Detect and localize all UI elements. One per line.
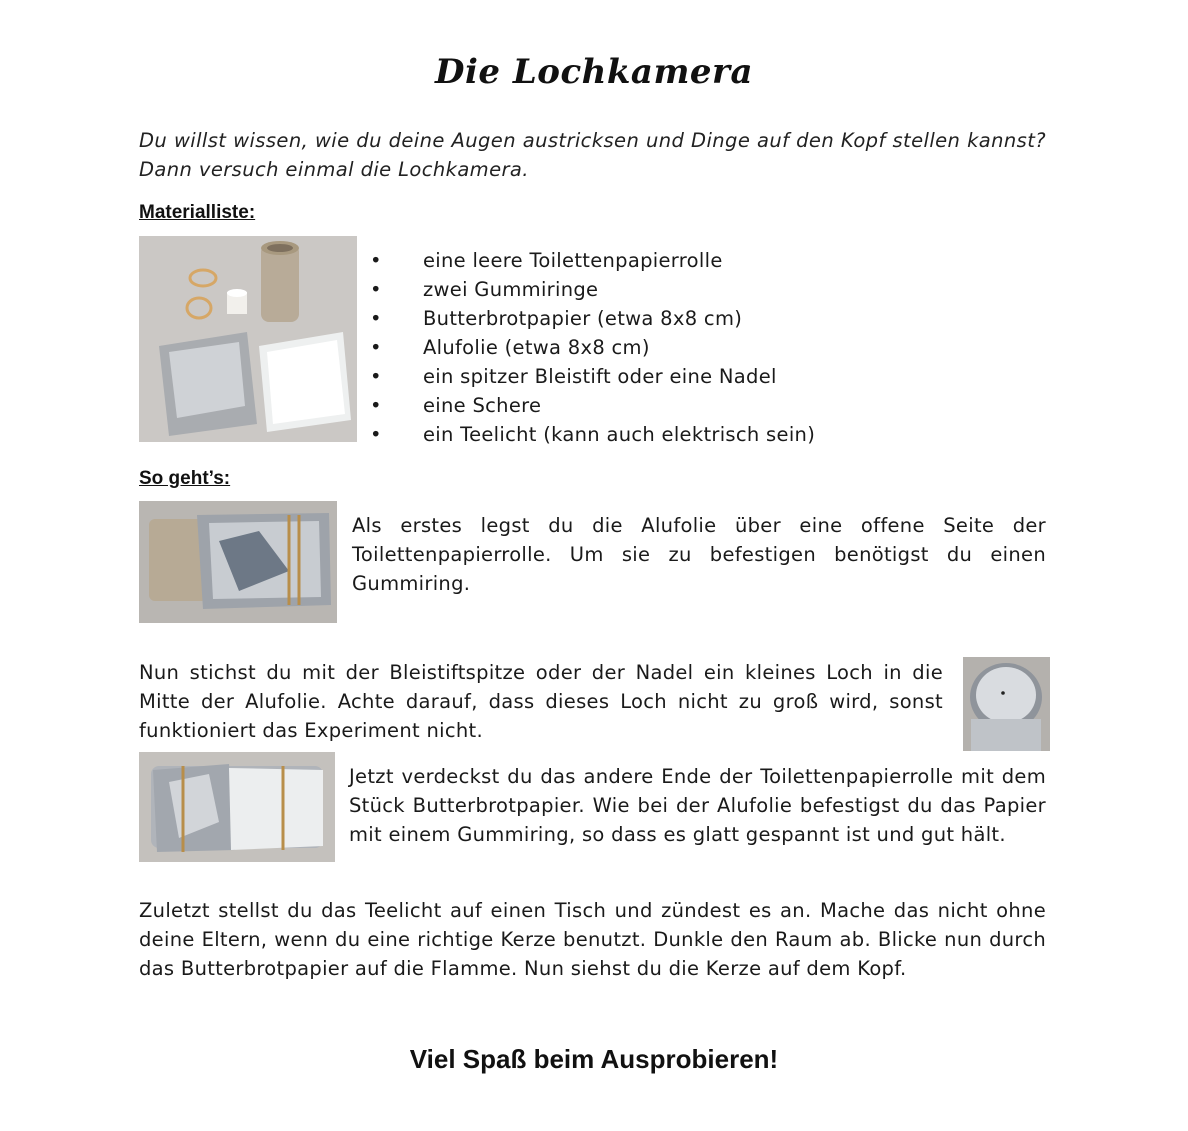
bullet: • [370,336,382,359]
list-item-text: ein spitzer Bleistift oder eine Nadel [423,365,777,388]
bullet: • [370,423,382,446]
list-item [370,304,1010,333]
step4-text: Zuletzt stellst du das Teelicht auf einen Tisch und zündest es an. Mache das nicht ohne deine Eltern, wenn du eine richtige Kerze benutzt. Dunkle den Raum ab. Blicke nun durch das Butterbrotpapier auf die Flamme. Nun siehst du die Kerze auf dem Kopf. [139,899,1046,980]
bullet: • [370,278,382,301]
steps-heading: So geht’s: [139,468,231,489]
list-item-text: zwei Gummiringe [423,278,599,301]
bullet: • [370,249,382,272]
list-item-text: eine leere Toilettenpapierrolle [423,249,723,272]
list-item-text: ein Teelicht (kann auch elektrisch sein) [423,423,816,446]
list-item-text: Alufolie (etwa 8x8 cm) [423,336,650,359]
intro-text: Du willst wissen, wie du deine Augen austricksen und Dinge auf den Kopf stellen kannst? Dann versuch einmal die Lochkamera. [139,129,1046,181]
step2-photo [963,657,1050,751]
step1-text: Als erstes legst du die Alufolie über eine offene Seite der Toilettenpapierrolle. Um sie zu befestigen benötigst du einen Gummiring. [352,514,1046,595]
list-item [370,362,1010,391]
bullet: • [370,307,382,330]
list-item [370,420,1010,449]
list-item [370,333,1010,362]
materials-list [370,246,1010,449]
step3-photo [139,752,335,862]
list-item-text: Butterbrotpapier (etwa 8x8 cm) [423,307,743,330]
step3-text: Jetzt verdeckst du das andere Ende der Toilettenpapierrolle mit dem Stück Butterbrotpapier. Wie bei der Alufolie befestigst du das Papier mit einem Gummiring, so dass es glatt gespannt ist und gut hält. [349,765,1046,846]
step2-text: Nun stichst du mit der Bleistiftspitze oder der Nadel ein kleines Loch in die Mitte der Alufolie. Achte darauf, dass dieses Loch nicht zu groß wird, sonst funktioniert das Experiment nicht. [139,661,943,742]
materials-photo [139,236,357,442]
page-title: Die Lochkamera [434,52,753,92]
materials-heading: Materialliste: [139,202,256,223]
closing-text: Viel Spaß beim Ausprobieren! [409,1044,779,1074]
bullet: • [370,365,382,388]
step1-photo [139,501,337,623]
list-item [370,275,1010,304]
bullet: • [370,394,382,417]
list-item-text: eine Schere [423,394,542,417]
list-item [370,246,1010,275]
list-item [370,391,1010,420]
